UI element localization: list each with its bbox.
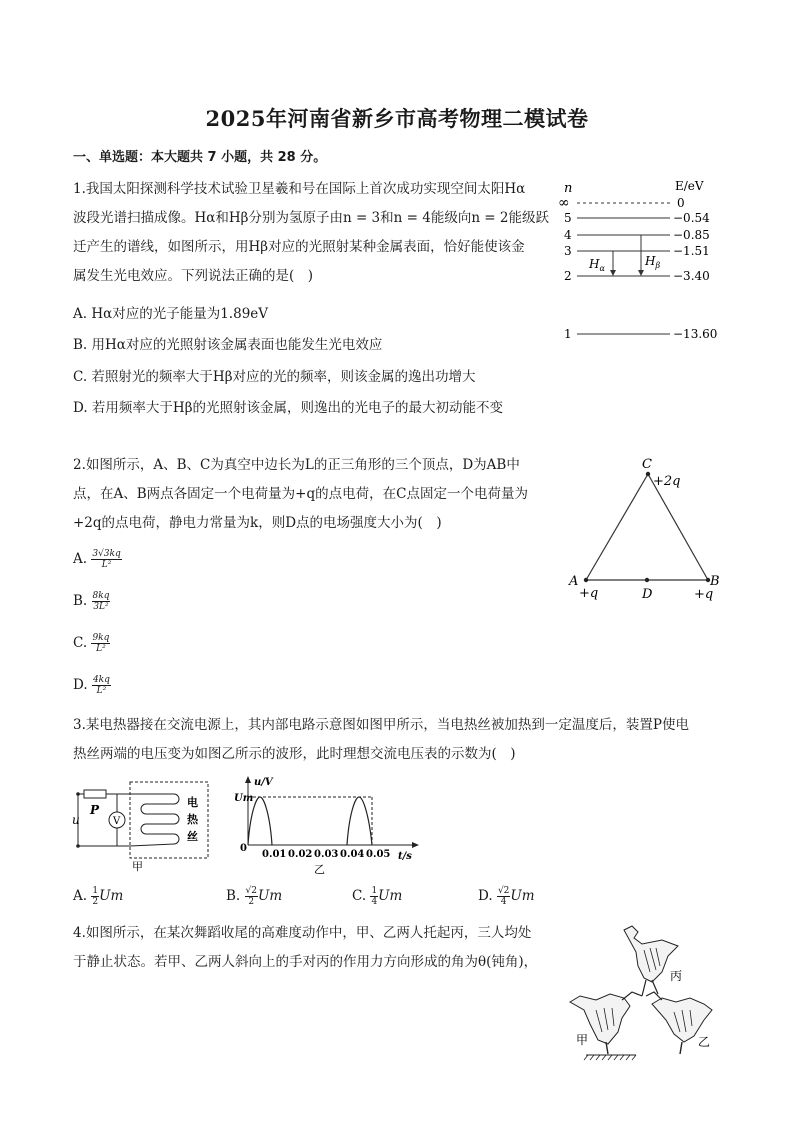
label-a: A [569, 574, 579, 589]
dancer-yi-arms [646, 992, 662, 1000]
level-energy: −0.54 [673, 211, 710, 225]
option-fraction: $\frac{1}{4}$ [371, 886, 378, 907]
heater-label-2: 热 [187, 813, 198, 826]
tick-label: 0.05 [366, 849, 391, 860]
question-4-stem [73, 919, 553, 977]
circuit-caption: 甲 [132, 860, 143, 873]
wave-hump-2 [347, 797, 372, 845]
option-label: D. [73, 677, 88, 693]
q2-option-b [73, 591, 110, 612]
level-energy: −3.40 [673, 269, 710, 283]
q3-option-a [73, 886, 123, 907]
q3-line: 热丝两端的电压变为如图乙所示的波形，此时理想交流电压表的示数为( ) [73, 746, 516, 762]
charge-c: +2q [653, 474, 681, 489]
dancers-figure [566, 920, 726, 1062]
q4-line: 于静止状态。若甲、乙两人斜向上的手对丙的作用力方向形成的角为θ(钝角)， [73, 954, 538, 970]
option-tail: Um [378, 888, 403, 904]
terminal-bottom [76, 844, 80, 848]
tick-label: 0.03 [314, 849, 339, 860]
option-label: B. [73, 593, 88, 609]
dancer-yi-leg [680, 1042, 682, 1054]
option-fraction: $\frac{√2}{4}$ [497, 886, 510, 907]
section-heading: 一、单选题：本大题共 7 小题，共 28 分。 [73, 150, 327, 165]
energy-axis-label: E/eV [675, 179, 704, 193]
q1-line: 1.我国太阳探测科学技术试验卫星羲和号在国际上首次成功实现空间太阳Hα [73, 181, 526, 197]
option-fraction: $\frac{8kq}{\text{3L²}}$ [92, 591, 110, 612]
level-n: 4 [564, 228, 572, 242]
x-axis-arrow [412, 842, 419, 848]
label-jia: 甲 [576, 1033, 589, 1047]
voltmeter-label: V [113, 816, 121, 827]
q1-line: 迁产生的谱线，如图所示，用Hβ对应的光照射某种金属表面，恰好能使该金 [73, 239, 525, 255]
um-label: Um [234, 793, 254, 804]
side-ac [586, 474, 648, 580]
q3-option-b [226, 886, 282, 907]
q3-line: 3.某电热器接在交流电源上，其内部电路示意图如图甲所示，当电热丝被加热到一定温度后，装置P使电 [73, 717, 689, 733]
graph-caption: 乙 [314, 863, 325, 876]
question-1-stem [73, 175, 553, 291]
option-tail: Um [99, 888, 124, 904]
q1-line: 波段光谱扫描成像。Hα和Hβ分别为氢原子由n = 3和n = 4能级向n = 2能级跃 [73, 210, 549, 226]
level-n: 1 [564, 327, 572, 341]
level-n: 2 [564, 269, 572, 283]
wave-hump-1 [248, 797, 272, 845]
option-fraction: $\frac{3√3kq}{\text{L²}}$ [92, 549, 121, 570]
q1-option-a: A. Hα对应的光子能量为1.89eV [73, 306, 269, 322]
x-axis-label: t/s [398, 851, 412, 862]
heater-label-3: 丝 [187, 830, 198, 843]
question-2-stem [73, 451, 563, 538]
level-n: 3 [564, 244, 572, 258]
charge-b: +q [694, 587, 714, 602]
label-bing: 丙 [670, 969, 683, 983]
n-axis-label: n [564, 181, 573, 196]
level-n: 5 [564, 211, 572, 225]
q2-option-c [73, 633, 110, 654]
option-label: B. [226, 888, 241, 904]
h-alpha-label: $H_\alpha$ [589, 257, 605, 273]
q2-option-a [73, 549, 122, 570]
ground-hatch [584, 1055, 636, 1060]
q2-line: 点，在A、B两点各固定一个电荷量为+q的点电荷，在C点固定一个电荷量为 [73, 486, 528, 502]
q2-line: 2.如图所示，A、B、C为真空中边长为L的正三角形的三个顶点，D为AB中 [73, 457, 520, 473]
tick-label: 0.01 [262, 849, 287, 860]
heater-label-1: 电 [187, 796, 198, 809]
level-n: ∞ [558, 195, 570, 211]
option-label: C. [352, 888, 367, 904]
label-c: C [642, 457, 652, 472]
tick-label: 0.02 [288, 849, 313, 860]
q4-line: 4.如图所示，在某次舞蹈收尾的高难度动作中，甲、乙两人托起丙，三人均处 [73, 925, 532, 941]
q1-line: 属发生光电效应。下列说法正确的是( ) [73, 268, 314, 284]
triangle-diagram [562, 452, 732, 604]
point-d [645, 578, 649, 582]
device-p [84, 790, 106, 798]
circuit-diagram [70, 778, 215, 873]
q1-option-c: C. 若照射光的频率大于Hβ对应的光的频率，则该金属的逸出功增大 [73, 369, 476, 385]
option-fraction: $\frac{1}{2}$ [92, 886, 99, 907]
level-energy: −1.51 [673, 244, 710, 258]
option-fraction: $\frac{9kq}{\text{L²}}$ [92, 633, 110, 654]
y-axis-label: u/V [254, 777, 273, 788]
option-label: A. [73, 888, 88, 904]
q1-option-b: B. 用Hα对应的光照射该金属表面也能发生光电效应 [73, 337, 383, 353]
q3-option-d [478, 886, 535, 907]
question-3-stem [73, 711, 723, 769]
side-bc [648, 474, 708, 580]
terminal-top [76, 792, 80, 796]
level-energy: 0 [677, 196, 685, 210]
heater-coil [130, 794, 179, 846]
h-beta-arrowhead [638, 270, 644, 276]
q1-option-d: D. 若用频率大于Hβ的光照射该金属，则逸出的光电子的最大初动能不变 [73, 400, 504, 416]
option-label: D. [478, 888, 493, 904]
option-label: A. [73, 551, 88, 567]
option-tail: Um [257, 888, 283, 904]
h-alpha-arrowhead [610, 270, 616, 276]
option-fraction: $\frac{√2}{2}$ [245, 886, 257, 907]
option-tail: Um [510, 888, 535, 904]
label-yi: 乙 [698, 1035, 711, 1049]
option-label: C. [73, 635, 88, 651]
q3-option-c [352, 886, 402, 907]
level-energy: −13.60 [673, 327, 718, 341]
q2-option-d [73, 675, 111, 696]
charge-a: +q [579, 586, 599, 601]
origin-label: 0 [240, 843, 247, 854]
q2-line: +2q的点电荷，静电力常量为k，则D点的电场强度大小为( ) [73, 515, 442, 531]
waveform-graph [232, 773, 422, 878]
tick-label: 0.04 [340, 849, 365, 860]
energy-level-diagram [555, 176, 730, 351]
point-c [646, 472, 650, 476]
y-axis-arrow [245, 776, 251, 783]
option-fraction: $\frac{4kq}{\text{L²}}$ [92, 675, 110, 696]
level-energy: −0.85 [673, 228, 710, 242]
page-title: 2025年河南省新乡市高考物理二模试卷 [205, 106, 589, 131]
label-u: u [72, 813, 80, 827]
label-b: B [710, 574, 720, 589]
label-d: D [642, 587, 653, 602]
h-beta-label: $H_\beta$ [645, 254, 661, 270]
point-a [584, 578, 588, 582]
label-p: P [90, 803, 100, 817]
